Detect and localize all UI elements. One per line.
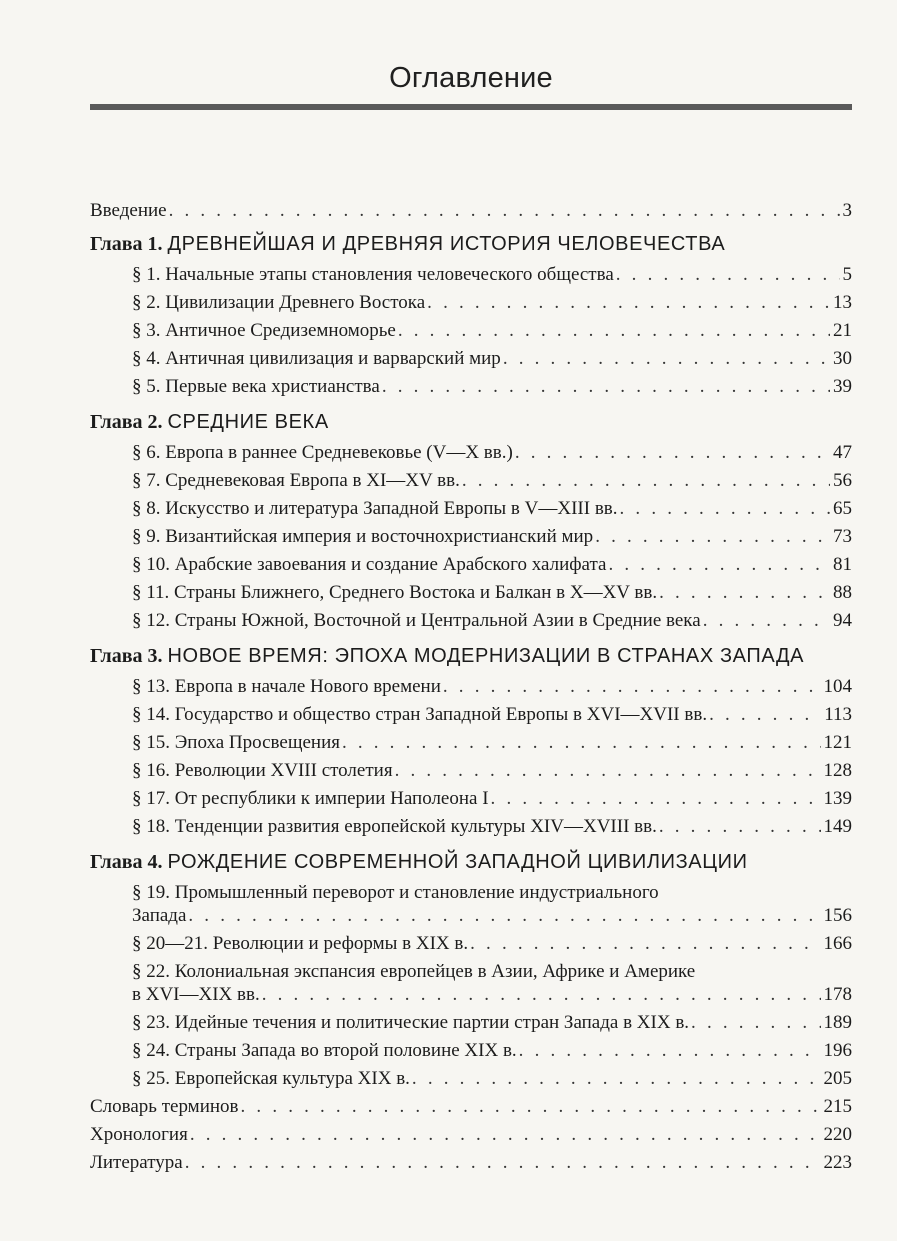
toc-entry-intro[interactable]: Введение . . . 3: [90, 200, 852, 222]
toc-entry[interactable]: § 16. Революции XVIII столетия . . . 128: [132, 760, 852, 782]
toc-entry[interactable]: § 3. Античное Средиземноморье . . . 21: [132, 320, 852, 342]
toc-entry[interactable]: § 7. Средневековая Европа в XI—XV вв. . . . 56: [132, 470, 852, 492]
toc-entry[interactable]: § 11. Страны Ближнего, Среднего Востока и Балкан в X—XV вв. . . . 88: [132, 582, 852, 604]
toc-entry[interactable]: § 9. Византийская империя и восточнохристианский мир . . . 73: [132, 526, 852, 548]
page-title: Оглавление: [389, 62, 553, 94]
toc-entry-continuation[interactable]: Запада . . . 156: [132, 905, 852, 927]
toc-entry[interactable]: § 18. Тенденции развития европейской культуры XIV—XVIII вв. . . . 149: [132, 816, 852, 838]
toc-entry[interactable]: § 17. От республики к империи Наполеона I . . . 139: [132, 788, 852, 810]
chapter-heading[interactable]: Глава 3. НОВОЕ ВРЕМЯ: ЭПОХА МОДЕРНИЗАЦИИ В СТРАНАХ ЗАПАДА: [90, 645, 805, 667]
toc-entry-first-line[interactable]: § 19. Промышленный переворот и становление индустриального: [132, 882, 659, 903]
toc-entry[interactable]: § 23. Идейные течения и политические партии стран Запада в XIX в. . . . 189: [132, 1012, 852, 1034]
toc-entry-chronology[interactable]: Хронология . . . 220: [90, 1124, 852, 1146]
toc-entry-continuation[interactable]: в XVI—XIX вв. . . . 178: [132, 984, 852, 1006]
title-rule: [90, 104, 852, 110]
toc-entry[interactable]: § 24. Страны Запада во второй половине XIX в. . . . 196: [132, 1040, 852, 1062]
toc-entry[interactable]: § 2. Цивилизации Древнего Востока . . . 13: [132, 292, 852, 314]
chapter-heading[interactable]: Глава 1. ДРЕВНЕЙШАЯ И ДРЕВНЯЯ ИСТОРИЯ ЧЕЛОВЕЧЕСТВА: [90, 233, 726, 255]
toc-entry[interactable]: § 13. Европа в начале Нового времени . . . 104: [132, 676, 852, 698]
toc-entry[interactable]: § 14. Государство и общество стран Западной Европы в XVI—XVII вв. . . . 113: [132, 704, 852, 726]
toc-entry-first-line[interactable]: § 22. Колониальная экспансия европейцев в Азии, Африке и Америке: [132, 961, 696, 982]
toc-entry[interactable]: § 20—21. Революции и реформы в XIX в. . . . 166: [132, 933, 852, 955]
toc-entry[interactable]: § 10. Арабские завоевания и создание Арабского халифата . . . 81: [132, 554, 852, 576]
toc-entry[interactable]: § 5. Первые века христианства . . . 39: [132, 376, 852, 398]
toc-entry-glossary[interactable]: Словарь терминов . . . 215: [90, 1096, 852, 1118]
chapter-heading[interactable]: Глава 4. РОЖДЕНИЕ СОВРЕМЕННОЙ ЗАПАДНОЙ ЦИВИЛИЗАЦИИ: [90, 851, 748, 873]
toc-entry[interactable]: § 4. Античная цивилизация и варварский мир . . . 30: [132, 348, 852, 370]
toc-entry[interactable]: § 1. Начальные этапы становления человеческого общества . . . 5: [132, 264, 852, 286]
toc-entry[interactable]: § 8. Искусство и литература Западной Европы в V—XIII вв. . . . 65: [132, 498, 852, 520]
toc-entry[interactable]: § 25. Европейская культура XIX в. . . . 205: [132, 1068, 852, 1090]
chapter-heading[interactable]: Глава 2. СРЕДНИЕ ВЕКА: [90, 411, 329, 433]
toc-entry-literature[interactable]: Литература . . . 223: [90, 1152, 852, 1174]
toc-entry[interactable]: § 12. Страны Южной, Восточной и Центральной Азии в Средние века . . . 94: [132, 610, 852, 632]
toc-entry[interactable]: § 6. Европа в раннее Средневековье (V—X вв.) . . . 47: [132, 442, 852, 464]
toc-entry[interactable]: § 15. Эпоха Просвещения . . . 121: [132, 732, 852, 754]
